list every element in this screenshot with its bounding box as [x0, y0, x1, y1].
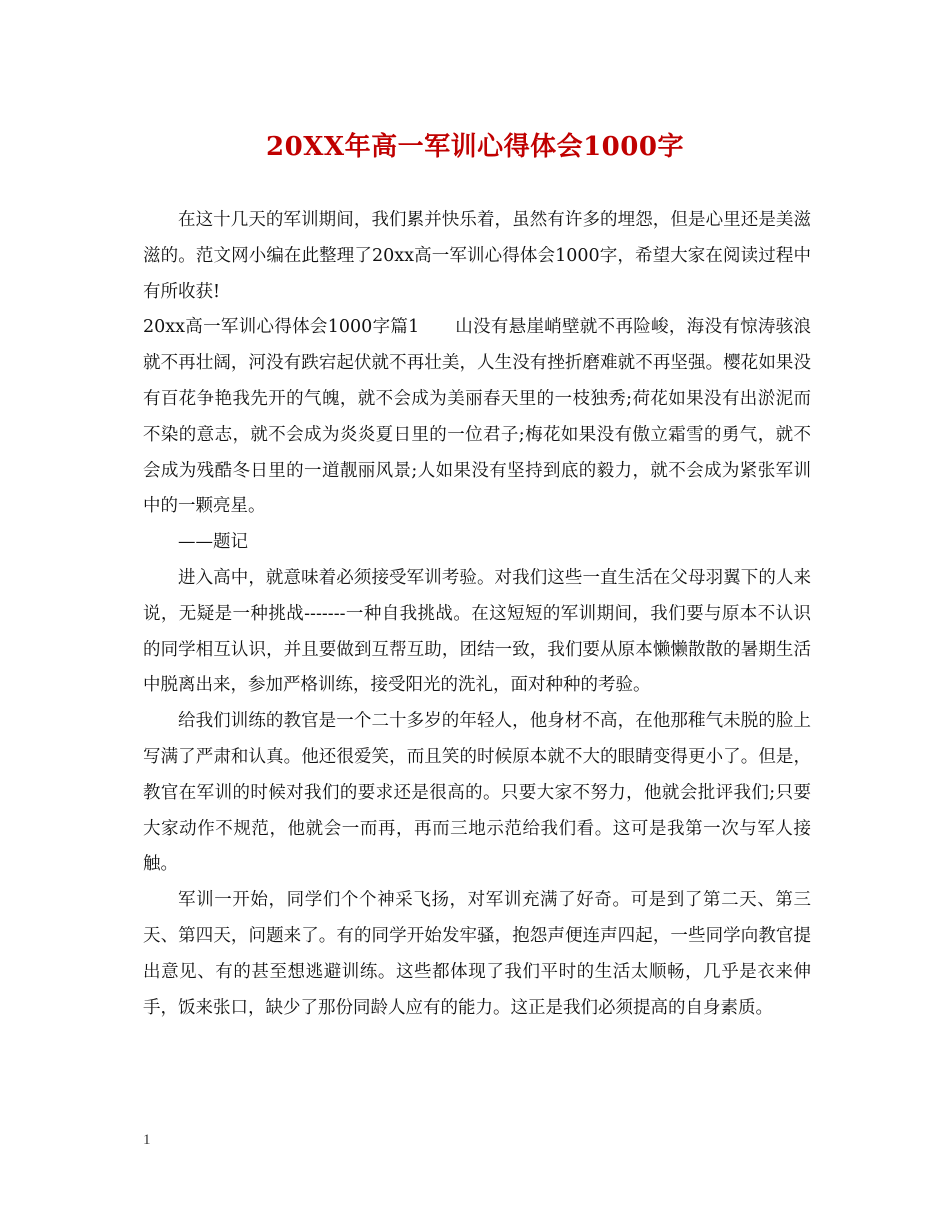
- page-number: 1: [143, 1132, 151, 1148]
- intro-paragraph: 在这十几天的军训期间，我们累并快乐着，虽然有许多的埋怨，但是心里还是美滋滋的。范文网小编在此整理了20xx高一军训心得体会1000字，希望大家在阅读过程中有所收获!: [143, 210, 811, 302]
- document-body: [143, 203, 811, 1026]
- body-paragraph: 进入高中，就意味着必须接受军训考验。对我们这些一直生活在父母羽翼下的人来说，无疑是一种挑战-------一种自我挑战。在这短短的军训期间，我们要与原本不认识的同学相互认识，并且要做到互帮互助，团结一致，我们要从原本懒懒散散的暑期生活中脱离出来，参加严格训练，接受阳光的洗礼，面对种种的考验。: [143, 567, 811, 696]
- essay-section-paragraph: 20xx高一军训心得体会1000字篇1 山没有悬崖峭壁就不再险峻，海没有惊涛骇浪就不再壮阔，河没有跌宕起伏就不再壮美，人生没有挫折磨难就不再坚强。樱花如果没有百花争艳我先开的气魄，就不会成为美丽春天里的一枝独秀;荷花如果没有出淤泥而不染的意志，就不会成为炎炎夏日里的一位君子;梅花如果没有傲立霜雪的勇气，就不会成为残酷冬日里的一道靓丽风景;人如果没有坚持到底的毅力，就不会成为紧张军训中的一颗亮星。: [143, 317, 811, 517]
- epigraph-attribution: ——题记: [178, 532, 248, 553]
- body-paragraph: 军训一开始，同学们个个神采飞扬，对军训充满了好奇。可是到了第二天、第三天、第四天，问题来了。有的同学开始发牢骚，抱怨声便连声四起，一些同学向教官提出意见、有的甚至想逃避训练。这些都体现了我们平时的生活太顺畅，几乎是衣来伸手，饭来张口，缺少了那份同龄人应有的能力。这正是我们必须提高的自身素质。: [143, 890, 811, 1018]
- document-title: 20XX年高一军训心得体会1000字: [266, 132, 684, 162]
- body-paragraph: 给我们训练的教官是一个二十多岁的年轻人，他身材不高，在他那稚气未脱的脸上写满了严肃和认真。他还很爱笑，而且笑的时候原本就不大的眼睛变得更小了。但是，教官在军训的时候对我们的要求还是很高的。只要大家不努力，他就会批评我们;只要大家动作不规范，他就会一而再，再而三地示范给我们看。这可是我第一次与军人接触。: [143, 711, 811, 875]
